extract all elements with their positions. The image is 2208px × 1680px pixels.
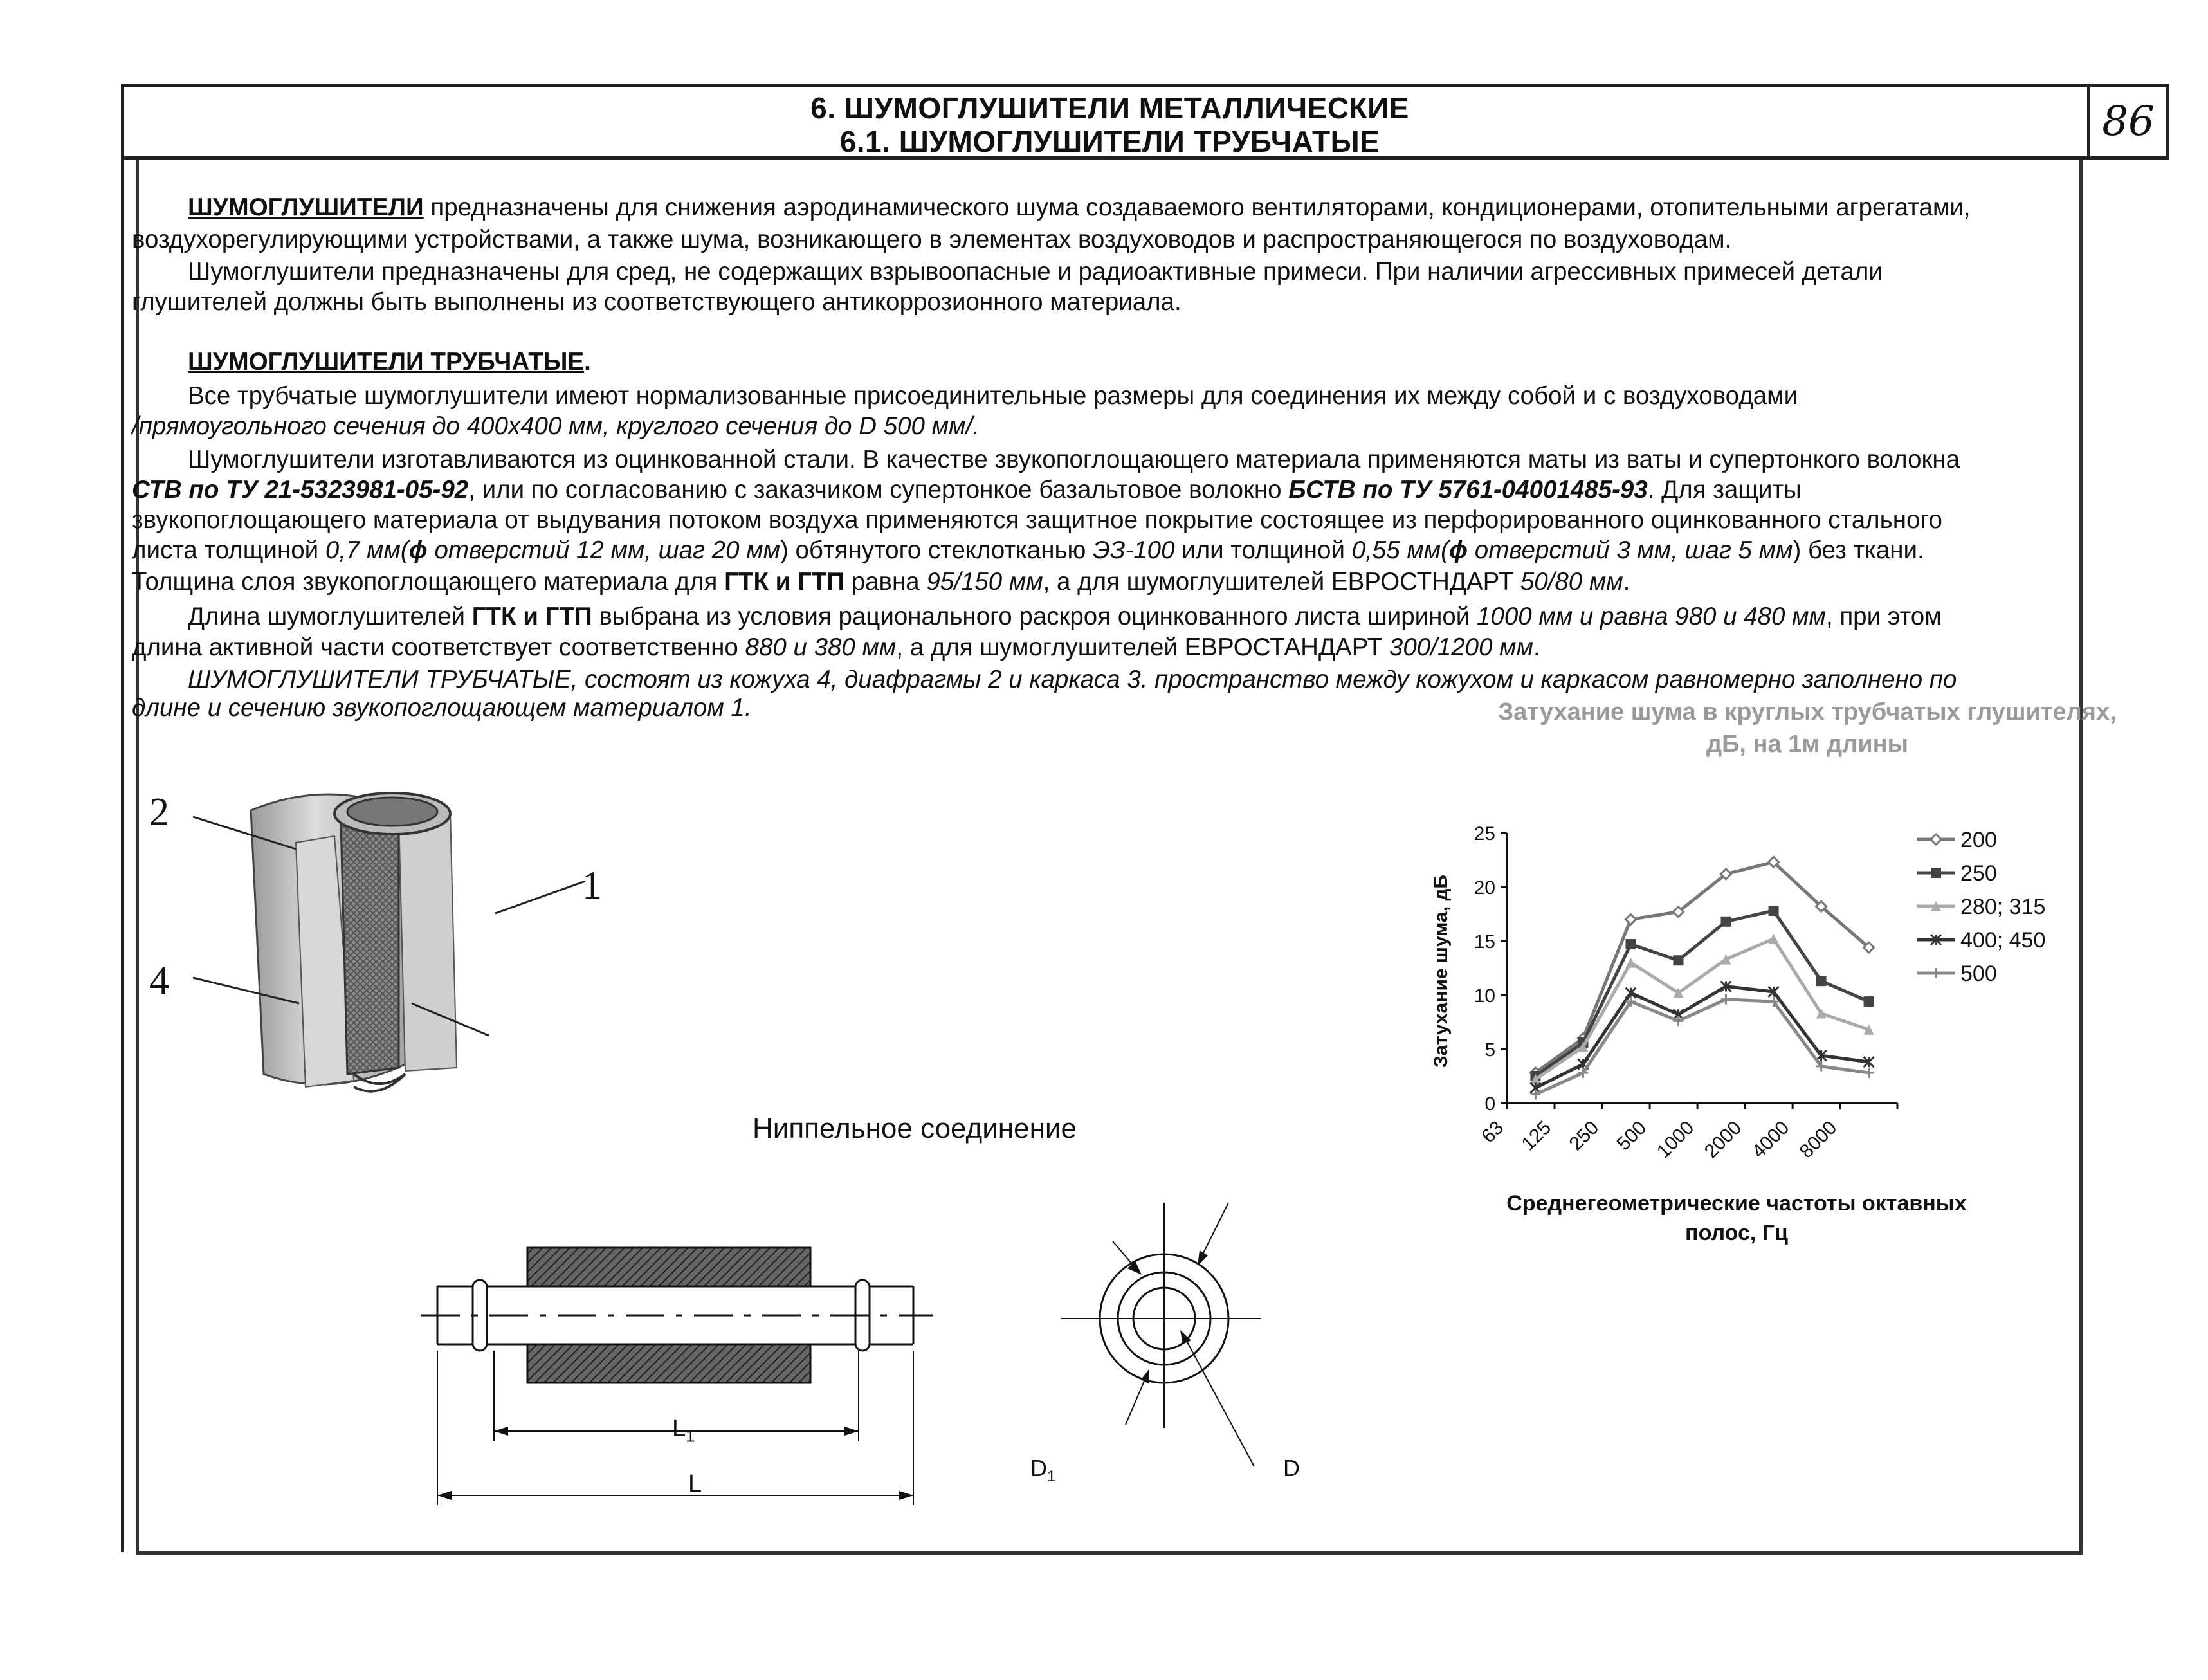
- header-title-sub: 6.1. ШУМОГЛУШИТЕЛИ ТРУБЧАТЫЕ: [839, 125, 1380, 158]
- dimension-L-label: L: [688, 1470, 702, 1497]
- callout-label-4: 4: [149, 959, 169, 1003]
- paragraph-2-line-1: Шумоглушители предназначены для сред, не содержащих взрывоопасные и радиоактивные примеси. При наличии агрессивных примесей детали: [188, 258, 1883, 286]
- data-point: [1931, 834, 1941, 845]
- paragraph-4-line-5: Толщина слоя звукопоглощающего материала для ГТК и ГТП равна 95/150 мм, а для шумоглушителей ЕВРОСТНДАРТ 50/80 мм.: [132, 568, 1630, 596]
- x-tick-label: 1000: [1652, 1117, 1699, 1163]
- legend-label: 500: [1960, 962, 1997, 986]
- data-point: [1931, 968, 1941, 978]
- data-point: [1864, 996, 1874, 1007]
- y-tick-label: 10: [1474, 985, 1495, 1007]
- data-point: [1625, 939, 1636, 949]
- chart-title-line-2: дБ, на 1м длины: [1706, 731, 1909, 758]
- x-axis-label-line-1: Среднегеометрические частоты октавных: [1506, 1191, 1967, 1216]
- page-header: [121, 84, 2169, 160]
- muffler-cutaway-illustration: [141, 765, 630, 1151]
- data-point: [1721, 917, 1731, 927]
- legend-label: 200: [1960, 828, 1997, 852]
- paragraph-1-line-2: воздухорегулирующими устройствами, а также шума, возникающего в элементах воздуховодов и распространяющегося по воздуховодам.: [132, 226, 1732, 253]
- y-tick-label: 5: [1484, 1039, 1495, 1061]
- x-axis-label-line-2: полос, Гц: [1685, 1221, 1788, 1245]
- paragraph-5-line-2: длина активной части соответствует соответственно 880 и 380 мм, а для шумоглушителей ЕВРОСТАНДАРТ 300/1200 мм.: [132, 634, 1540, 661]
- y-tick-label: 15: [1474, 931, 1495, 953]
- section-heading: ШУМОГЛУШИТЕЛИ ТРУБЧАТЫЕ.: [188, 348, 591, 376]
- paragraph-4-line-3: звукопоглощающего материала от выдувания потоком воздуха применяются защитное покрытие состоящее из перфорированного оцинкованного стального: [132, 506, 1942, 534]
- legend-label: 250: [1960, 861, 1997, 886]
- dimension-D-label: D: [1283, 1455, 1300, 1481]
- page-number: 86: [2087, 87, 2166, 156]
- x-axis-label: [1415, 1189, 2058, 1248]
- data-point: [1864, 1068, 1874, 1078]
- chart-title: [1434, 696, 2180, 760]
- nipple-connection-caption: Ниппельное соединение: [753, 1113, 1077, 1144]
- attenuation-chart: [1415, 810, 2206, 1163]
- header-title-main: 6. ШУМОГЛУШИТЕЛИ МЕТАЛЛИЧЕСКИЕ: [810, 91, 1409, 125]
- dimension-D1-label: $D_1$: [1030, 1455, 1056, 1486]
- chart-title-line-1: Затухание шума в круглых трубчатых глушителях,: [1498, 698, 2117, 726]
- frame-left-border: [121, 156, 124, 1552]
- paragraph-4-line-2: СТВ по ТУ 21-5323981-05-92, или по согласованию с заказчиком супертонкое базальтовое волокно БСТВ по ТУ 5761-04001485-93. Для защиты: [132, 476, 1802, 504]
- data-point: [1673, 955, 1683, 965]
- x-tick-label: 125: [1517, 1117, 1556, 1155]
- callout-label-1: 1: [582, 864, 602, 908]
- x-tick-label: 500: [1612, 1117, 1651, 1155]
- paragraph-3-line-2: /прямоугольного сечения до 400х400 мм, круглого сечения до D 500 мм/.: [132, 412, 980, 440]
- x-tick-label: 250: [1565, 1117, 1603, 1155]
- paragraph-6-line-1: ШУМОГЛУШИТЕЛИ ТРУБЧАТЫЕ, состоят из кожуха 4, диафрагмы 2 и каркаса 3. пространство между кожухом и каркасом равномерно заполнено по: [188, 666, 1957, 693]
- data-point: [1816, 976, 1827, 986]
- x-tick-label: 8000: [1795, 1117, 1841, 1163]
- y-tick-label: 25: [1474, 823, 1495, 845]
- paragraph-5-line-1: Длина шумоглушителей ГТК и ГТП выбрана из условия рационального раскроя оцинкованного листа шириной 1000 мм и равна 980 и 480 мм, при этом: [188, 603, 1942, 630]
- nipple-connection-end-view: [1048, 1196, 1306, 1466]
- nipple-connection-side-view: [418, 1235, 945, 1524]
- data-point: [1625, 914, 1636, 924]
- y-axis-label: Затухание шума, дБ: [1430, 875, 1452, 1068]
- x-tick-label: 4000: [1747, 1117, 1794, 1163]
- data-point: [1769, 906, 1779, 916]
- paragraph-4-line-4: листа толщиной 0,7 мм(ϕ отверстий 12 мм, шаг 20 мм) обтянутого стеклотканью ЭЗ-100 или толщиной 0,55 мм(ϕ отверстий 3 мм, шаг 5 мм) без ткани.: [132, 536, 1924, 564]
- paragraph-2-line-2: глушителей должны быть выполнены из соответствующего антикоррозионного материала.: [132, 288, 1182, 316]
- paragraph-6-line-2: длине и сечению звукопоглощающем материалом 1.: [132, 694, 752, 722]
- legend-label: 400; 450: [1960, 928, 2046, 953]
- y-tick-label: 20: [1474, 877, 1495, 899]
- paragraph-3-line-1: Все трубчатые шумоглушители имеют нормализованные присоединительные размеры для соединения их между собой и с воздуховодами: [188, 382, 1798, 410]
- callout-label-2: 2: [149, 790, 169, 834]
- y-tick-label: 0: [1484, 1093, 1495, 1115]
- legend-label: 280; 315: [1960, 895, 2046, 919]
- dimension-L1-label: $L_1$: [672, 1415, 695, 1446]
- x-tick-label: 63: [1477, 1117, 1508, 1147]
- data-point: [1721, 994, 1731, 1005]
- data-point: [1625, 958, 1636, 968]
- data-point: [1931, 868, 1941, 878]
- x-tick-label: 2000: [1700, 1117, 1746, 1163]
- paragraph-1-line-1: ШУМОГЛУШИТЕЛИ предназначены для снижения аэродинамического шума создаваемого вентиляторами, кондиционерами, отопительными агрегатами,: [188, 194, 1971, 221]
- paragraph-4-line-1: Шумоглушители изготавливаются из оцинкованной стали. В качестве звукопоглощающего материала применяются маты из ваты и супертонкого волокна: [188, 446, 1960, 473]
